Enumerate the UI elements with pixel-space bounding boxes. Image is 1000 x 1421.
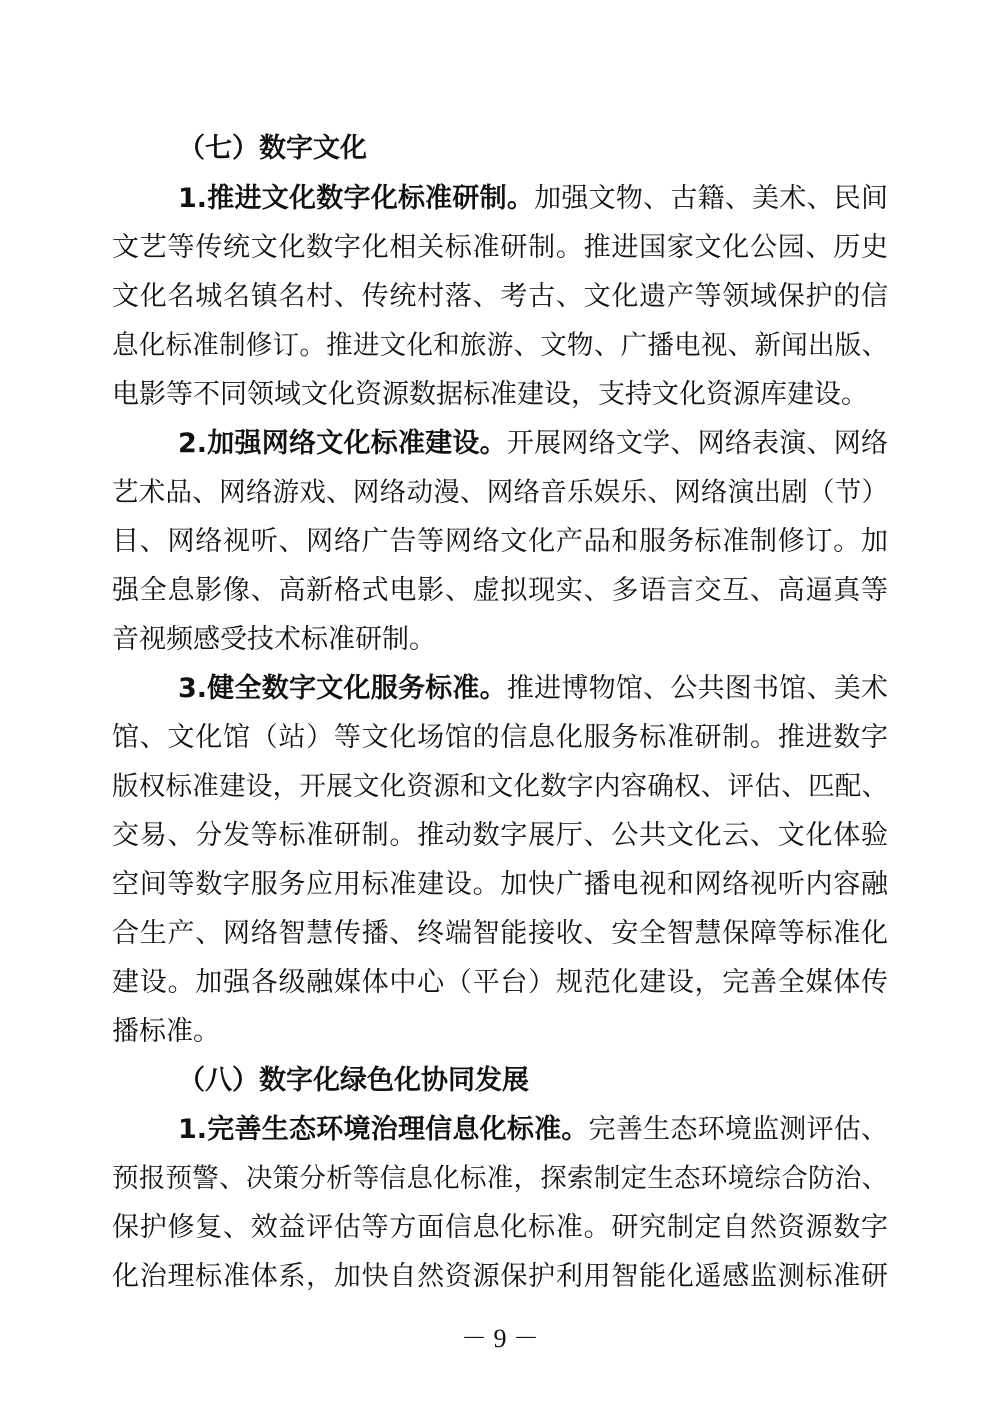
paragraph-line: 2.加强网络文化标准建设。开展网络文学、网络表演、网络 [178, 428, 889, 459]
page-number: － 9 － [460, 1324, 539, 1353]
paragraph-line: 电影等不同领域文化资源数据标准建设，支持文化资源库建设。 [112, 379, 868, 410]
paragraph-line: 馆、文化馆（站）等文化场馆的信息化服务标准研制。推进数字 [112, 722, 888, 753]
paragraph-line: 1.完善生态环境治理信息化标准。完善生态环境监测评估、 [178, 1114, 889, 1145]
paragraph-line: 空间等数字服务应用标准建设。加快广播电视和网络视听内容融 [112, 869, 888, 900]
item-title: 2.加强网络文化标准建设。 [178, 428, 507, 459]
paragraph-line: 文化名城名镇名村、传统村落、考古、文化遗产等领域保护的信 [112, 281, 888, 312]
paragraph-line: 艺术品、网络游戏、网络动漫、网络音乐娱乐、网络演出剧（节） [112, 477, 888, 508]
paragraph-line: 预报预警、决策分析等信息化标准，探索制定生态环境综合防治、 [112, 1163, 888, 1194]
item-title: 1.完善生态环境治理信息化标准。 [178, 1114, 589, 1145]
paragraph-line: 3.健全数字文化服务标准。推进博物馆、公共图书馆、美术 [178, 673, 889, 704]
paragraph-line: 息化标准制修订。推进文化和旅游、文物、广播电视、新闻出版、 [112, 330, 888, 361]
paragraph-line: 1.推进文化数字化标准研制。加强文物、古籍、美术、民间 [178, 183, 888, 214]
paragraph-line: 目、网络视听、网络广告等网络文化产品和服务标准制修订。加 [112, 526, 888, 557]
paragraph-line: 文艺等传统文化数字化相关标准研制。推进国家文化公园、历史 [112, 232, 888, 263]
paragraph-line: 保护修复、效益评估等方面信息化标准。研究制定自然资源数字 [112, 1212, 888, 1243]
section-heading-7: （七）数字文化 [178, 133, 367, 164]
paragraph-line: 强全息影像、高新格式电影、虚拟现实、多语言交互、高逼真等 [112, 575, 888, 606]
paragraph-line: 音视频感受技术标准研制。 [112, 624, 436, 655]
section-heading-8: （八）数字化绿色化协同发展 [178, 1065, 529, 1096]
item-title: 1.推进文化数字化标准研制。 [178, 183, 535, 214]
paragraph-line: 建设。加强各级融媒体中心（平台）规范化建设，完善全媒体传 [112, 967, 888, 998]
paragraph-line: 化治理标准体系，加快自然资源保护利用智能化遥感监测标准研 [112, 1261, 888, 1292]
paragraph-line: 版权标准建设，开展文化资源和文化数字内容确权、评估、匹配、 [112, 771, 888, 802]
paragraph-line: 播标准。 [112, 1016, 220, 1047]
item-title: 3.健全数字文化服务标准。 [178, 673, 507, 704]
paragraph-line: 交易、分发等标准研制。推动数字展厅、公共文化云、文化体验 [112, 820, 888, 851]
paragraph-line: 合生产、网络智慧传播、终端智能接收、安全智慧保障等标准化 [112, 918, 888, 949]
